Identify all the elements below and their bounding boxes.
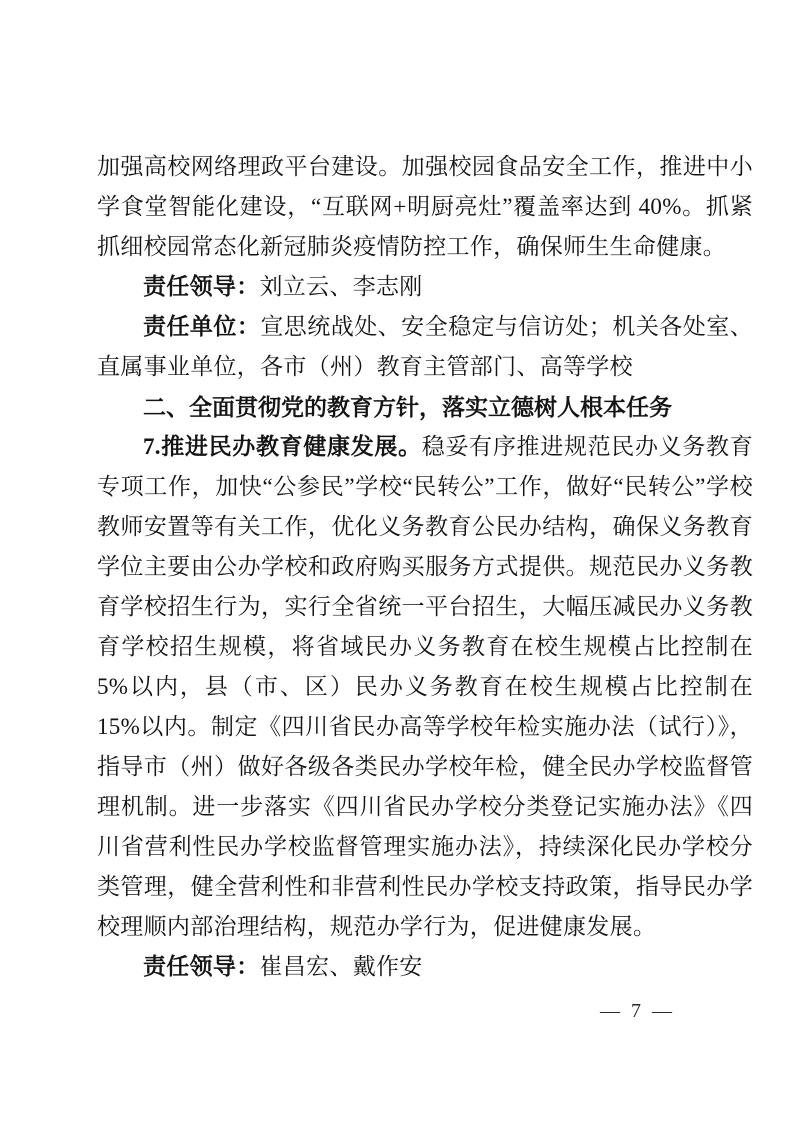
- page-number: — 7 —: [600, 1000, 675, 1022]
- task-7-text: 稳妥有序推进规范民办义务教育专项工作，加快“公参民”学校“民转公”工作，做好“民转公”学校教师安置等有关工作，优化义务教育公民办结构，确保义务教育学位主要由公办学校和政府购买服务方式提供。规范民办义务教育学校招生行为，实行全省统一平台招生，大幅压减民办义务教育学校招生规模，将省域民办义务教育在校生规模占比控制在5%以内，县（市、区）民办义务教育在校生规模占比控制在 15%以内。制定《四川省民办高等学校年检实施办法（试行）》，指导市（州）做好各级各类民办学校年检，健全民办学校监督管理机制。进一步落实《四川省民办学校分类登记实施办法》《四川省营利性民办学校监督管理实施办法》，持续深化民办学校分类管理，健全营利性和非营利性民办学校支持政策，指导民办学校理顺内部治理结构，规范办学行为，促进健康发展。: [97, 434, 753, 939]
- responsible-unit-label: 责任单位：: [143, 314, 261, 339]
- paragraph-responsible-units: [97, 307, 753, 387]
- responsible-unit-names: 宣思统战处、安全稳定与信访处；机关各处室、直属事业单位，各市（州）教育主管部门、高等学校: [97, 314, 753, 379]
- responsible-leader-names: 刘立云、李志刚: [259, 274, 423, 299]
- paragraph-responsible-leaders-2: [97, 947, 753, 987]
- paragraph-responsible-leaders-1: [97, 267, 753, 307]
- responsible-leader-label: 责任领导：: [143, 954, 260, 979]
- document-body: [97, 147, 753, 987]
- paragraph-campus-safety: [97, 147, 753, 267]
- task-7-title: 7.推进民办教育健康发展。: [143, 434, 422, 459]
- paragraph-private-education: [97, 427, 753, 947]
- responsible-leader-label: 责任领导：: [143, 274, 260, 299]
- responsible-leader-names: 崔昌宏、戴作安: [259, 954, 423, 979]
- paragraph-text: 加强高校网络理政平台建设。加强校园食品安全工作，推进中小学食堂智能化建设，“互联网+明厨亮灶”覆盖率达到 40%。抓紧抓细校园常态化新冠肺炎疫情防控工作，确保师生生命健康。: [97, 154, 753, 259]
- section-heading: 二、全面贯彻党的教育方针，落实立德树人根本任务: [143, 394, 672, 420]
